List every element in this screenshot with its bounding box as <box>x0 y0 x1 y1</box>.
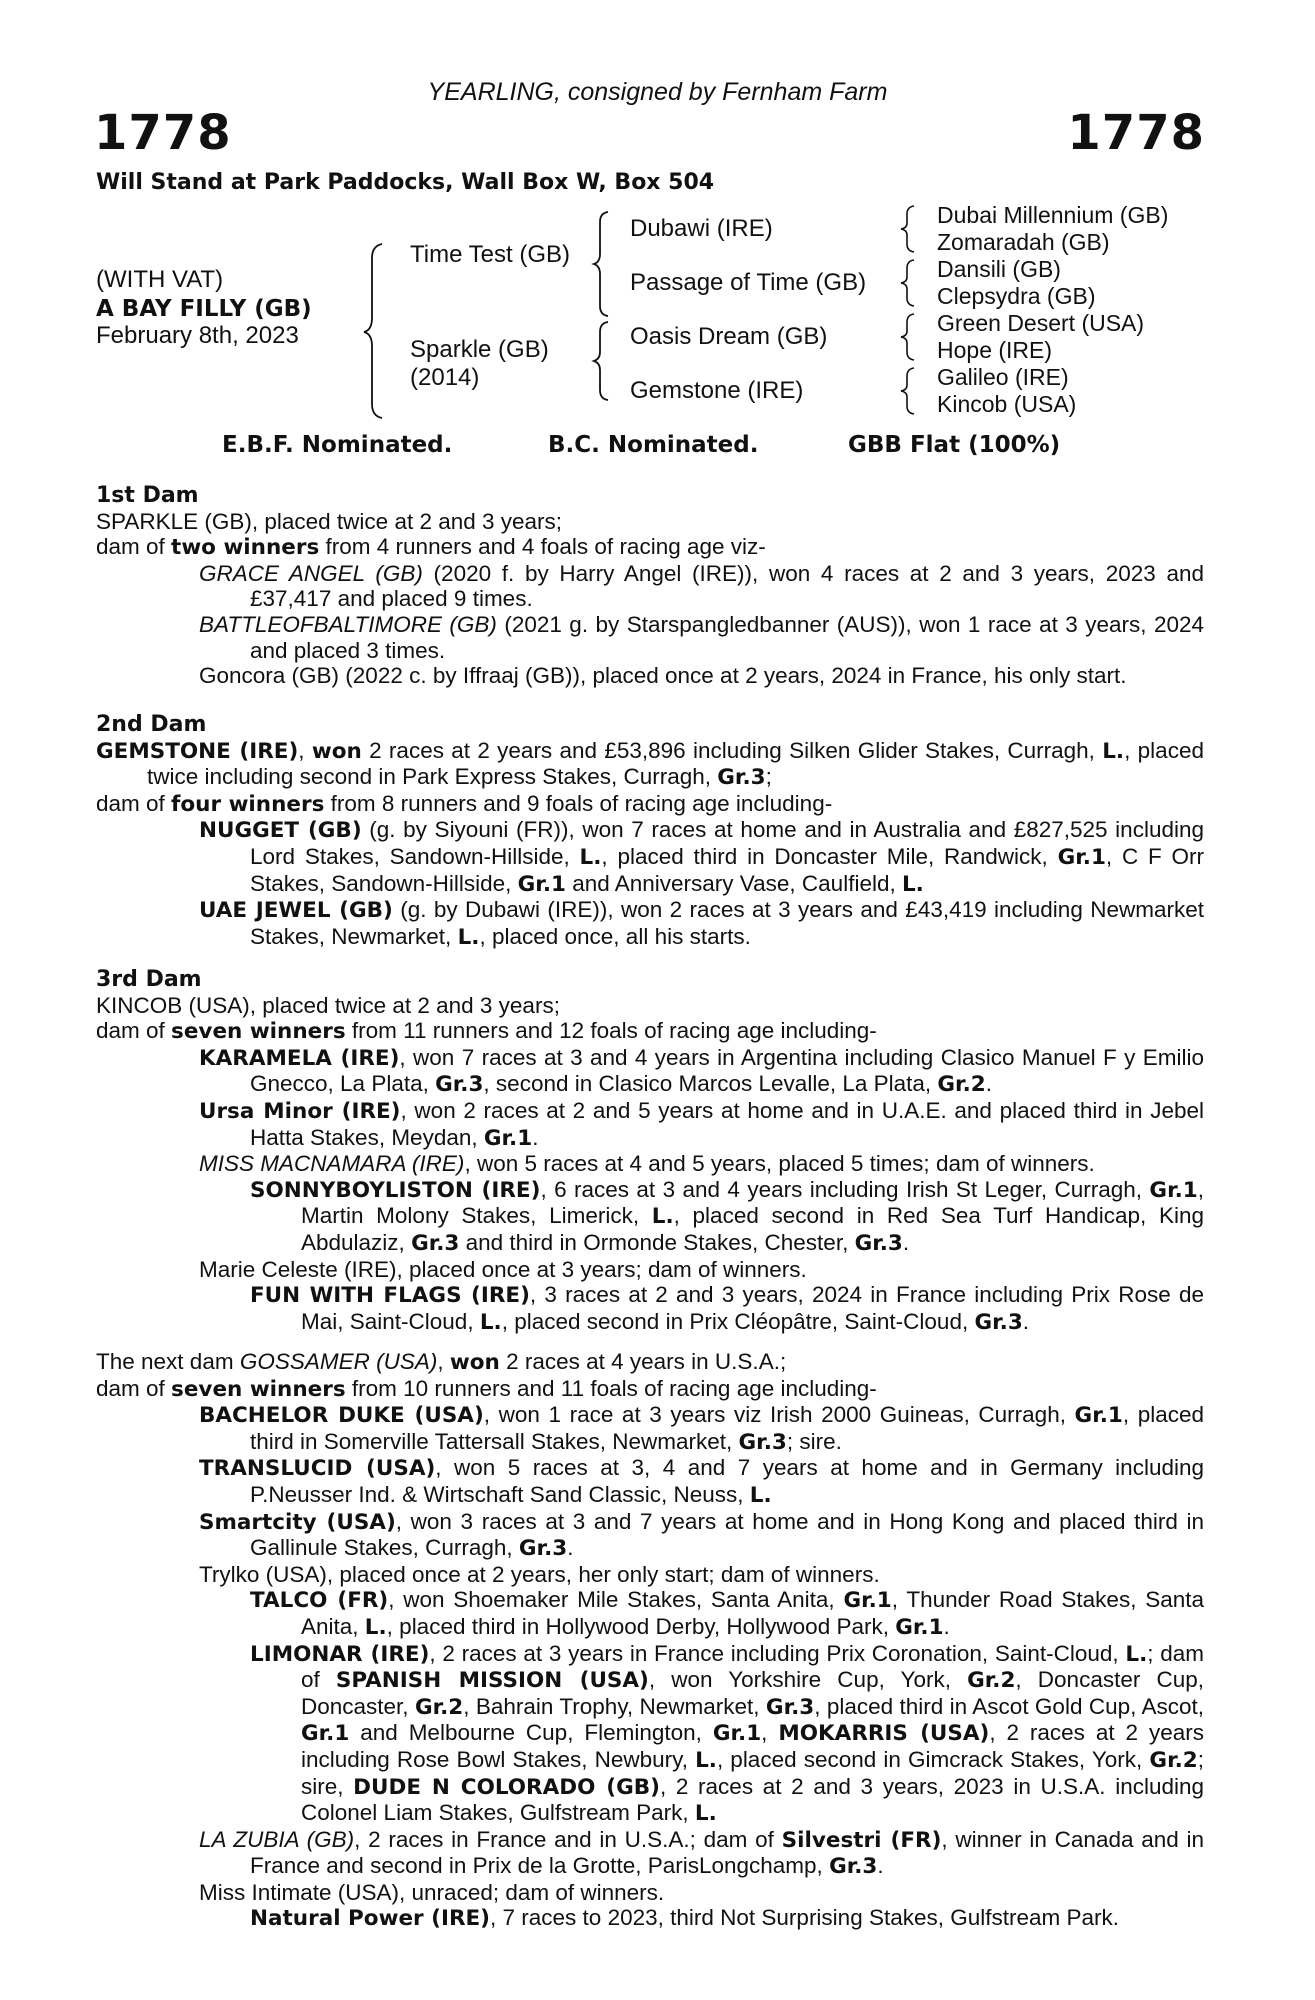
produce-natural-power: Natural Power (IRE), 7 races to 2023, third Not Surprising Stakes, Gulfstream Park. <box>250 1905 1120 1932</box>
grandsire-3: Green Desert (USA) <box>937 310 1145 336</box>
dam-sire: Oasis Dream (GB) <box>630 323 828 350</box>
produce-bachelor-duke: BACHELOR DUKE (USA), won 1 race at 3 years viz Irish 2000 Guineas, Curragh, Gr.1, placed third in Somerville Tattersall Stakes, Newmarket, Gr.3; sire. <box>199 1402 1204 1455</box>
next-dam-section <box>96 1349 1204 1932</box>
granddam-4: Kincob (USA) <box>937 391 1077 417</box>
third-dam-produce-summary: dam of seven winners from 11 runners and 12 foals of racing age including- <box>96 1018 877 1045</box>
gbb-flat: GBB Flat (100%) <box>848 432 1061 458</box>
second-dam-record: GEMSTONE (IRE), won 2 races at 2 years and £53,896 including Silken Glider Stakes, Curragh, L., placed twice including second in Park Express Stakes, Curragh, Gr.3; <box>96 737 1204 791</box>
next-dam-produce-summary: dam of seven winners from 10 runners and 11 foals of racing age including- <box>96 1375 877 1402</box>
pedigree-bracket-g3 <box>898 311 920 363</box>
second-dam-produce-summary: dam of four winners from 8 runners and 9 foals of racing age including- <box>96 790 833 817</box>
pedigree-bracket-sire <box>590 208 614 320</box>
first-dam-section <box>96 482 1204 689</box>
produce-battleofbaltimore: BATTLEOFBALTIMORE (GB) (2021 g. by Starspangledbanner (AUS)), won 1 race at 3 years, 2024 and placed 3 times. <box>199 611 1204 663</box>
pedigree-bracket-main <box>360 240 390 420</box>
sale-subtitle: YEARLING, consigned by Fernham Farm <box>427 78 888 106</box>
dam-name: Sparkle (GB) <box>410 336 549 363</box>
pedigree-bracket-dam <box>590 318 614 404</box>
lot-number-right: 1778 <box>1067 105 1205 161</box>
granddam-2: Clepsydra (GB) <box>937 283 1096 309</box>
vat-note: (WITH VAT) <box>96 266 224 293</box>
granddam-1: Zomaradah (GB) <box>937 229 1110 255</box>
dam-year: (2014) <box>410 364 480 391</box>
second-dam-heading: 2nd Dam <box>96 712 207 737</box>
produce-trylko: Trylko (USA), placed once at 2 years, her only start; dam of winners. <box>199 1561 880 1587</box>
grandsire-2: Dansili (GB) <box>937 256 1061 282</box>
produce-translucid: TRANSLUCID (USA), won 5 races at 3, 4 and 7 years at home and in Germany including P.Neusser Ind. & Wirtschaft Sand Classic, Neuss, L. <box>199 1455 1204 1508</box>
stand-location: Will Stand at Park Paddocks, Wall Box W, Box 504 <box>96 170 715 195</box>
produce-marie-celeste: Marie Celeste (IRE), placed once at 3 years; dam of winners. <box>199 1256 807 1282</box>
horse-name: A BAY FILLY (GB) <box>96 296 312 322</box>
grandsire-1: Dubai Millennium (GB) <box>937 202 1169 228</box>
ebf-nomination: E.B.F. Nominated. <box>222 432 453 458</box>
produce-smartcity: Smartcity (USA), won 3 races at 3 and 7 years at home and in Hong Kong and placed third in Gallinule Stakes, Curragh, Gr.3. <box>199 1508 1204 1562</box>
dam-dam: Gemstone (IRE) <box>630 377 804 404</box>
produce-miss-intimate: Miss Intimate (USA), unraced; dam of winners. <box>199 1879 665 1905</box>
pedigree-bracket-g4 <box>898 365 920 417</box>
sire-dam: Passage of Time (GB) <box>630 269 867 296</box>
third-dam-record: KINCOB (USA), placed twice at 2 and 3 years; <box>96 992 560 1018</box>
bc-nomination: B.C. Nominated. <box>548 432 759 458</box>
produce-uae-jewel: UAE JEWEL (GB) (g. by Dubawi (IRE)), won 2 races at 3 years and £43,419 including Newmarket Stakes, Newmarket, L., placed once, all his starts. <box>199 897 1204 950</box>
third-dam-heading: 3rd Dam <box>96 967 202 992</box>
first-dam-produce-summary: dam of two winners from 4 runners and 4 foals of racing age viz- <box>96 534 766 561</box>
granddam-3: Hope (IRE) <box>937 337 1053 363</box>
first-dam-record: SPARKLE (GB), placed twice at 2 and 3 years; <box>96 508 563 534</box>
lot-number-left: 1778 <box>94 105 232 161</box>
next-dam-record: The next dam GOSSAMER (USA), won 2 races at 4 years in U.S.A.; <box>96 1349 787 1375</box>
produce-karamela: KARAMELA (IRE), won 7 races at 3 and 4 years in Argentina including Clasico Manuel F y Emilio Gnecco, La Plata, Gr.3, second in Clasico Marcos Levalle, La Plata, Gr.2. <box>199 1044 1205 1098</box>
produce-goncora: Goncora (GB) (2022 c. by Iffraaj (GB)), placed once at 2 years, 2024 in France, his only start. <box>199 663 1127 689</box>
third-dam-section <box>96 966 1204 1335</box>
produce-nugget: NUGGET (GB) (g. by Siyouni (FR)), won 7 races at home and in Australia and £827,525 including Lord Stakes, Sandown-Hillside, L., placed third in Doncaster Mile, Randwick, Gr.1, C F Orr Stakes, Sandown-Hillside, Gr.1 and Anniversary Vase, Caulfield, L. <box>199 817 1204 897</box>
first-dam-heading: 1st Dam <box>96 483 199 508</box>
produce-ursa-minor: Ursa Minor (IRE), won 2 races at 2 and 5 years at home and in U.A.E. and placed third in Jebel Hatta Stakes, Meydan, Gr.1. <box>199 1097 1204 1151</box>
produce-la-zubia: LA ZUBIA (GB), 2 races in France and in U.S.A.; dam of Silvestri (FR), winner in Canada and in France and second in Prix de la Grotte, ParisLongchamp, Gr.3. <box>199 1826 1205 1880</box>
produce-limonar: LIMONAR (IRE), 2 races at 3 years in France including Prix Coronation, Saint-Cloud, L.; dam of SPANISH MISSION (USA), won Yorkshire Cup, York, Gr.2, Doncaster Cup, Doncaster, Gr.2, Bahrain Trophy, Newmarket, Gr.3, placed third in Ascot Gold Cup, Ascot, Gr.1 and Melbourne Cup, Flemington, Gr.1, MOKARRIS (USA), 2 races at 2 years including Rose Bowl Stakes, Newbury, L., placed second in Gimcrack Stakes, York, Gr.2; sire, DUDE N COLORADO (GB), 2 races at 2 and 3 years, 2023 in U.S.A. including Colonel Liam Stakes, Gulfstream Park, L. <box>250 1640 1205 1827</box>
produce-grace-angel: GRACE ANGEL (GB) (2020 f. by Harry Angel (IRE)), won 4 races at 2 and 3 years, 2023 and £37,417 and placed 9 times. <box>199 560 1204 612</box>
pedigree-bracket-g2 <box>898 257 920 309</box>
second-dam-section <box>96 711 1204 950</box>
produce-fun-with-flags: FUN WITH FLAGS (IRE), 3 races at 2 and 3 years, 2024 in France including Prix Rose de Mai, Saint-Cloud, L., placed second in Prix Cléopâtre, Saint-Cloud, Gr.3. <box>250 1282 1204 1335</box>
grandsire-4: Galileo (IRE) <box>937 364 1069 390</box>
produce-sonnyboyliston: SONNYBOYLISTON (IRE), 6 races at 3 and 4 years including Irish St Leger, Curragh, Gr.1, Martin Molony Stakes, Limerick, L., placed second in Red Sea Turf Handicap, King Abdulaziz, Gr.3 and third in Ormonde Stakes, Chester, Gr.3. <box>250 1176 1204 1256</box>
sire: Time Test (GB) <box>410 241 571 268</box>
produce-talco: TALCO (FR), won Shoemaker Mile Stakes, Santa Anita, Gr.1, Thunder Road Stakes, Santa Anita, L., placed third in Hollywood Derby, Hollywood Park, Gr.1. <box>250 1587 1204 1640</box>
produce-miss-macnamara: MISS MACNAMARA (IRE), won 5 races at 4 and 5 years, placed 5 times; dam of winners. <box>199 1151 1095 1177</box>
sire-sire: Dubawi (IRE) <box>630 215 773 242</box>
pedigree-bracket-g1 <box>898 203 920 255</box>
date-of-birth: February 8th, 2023 <box>96 322 299 349</box>
